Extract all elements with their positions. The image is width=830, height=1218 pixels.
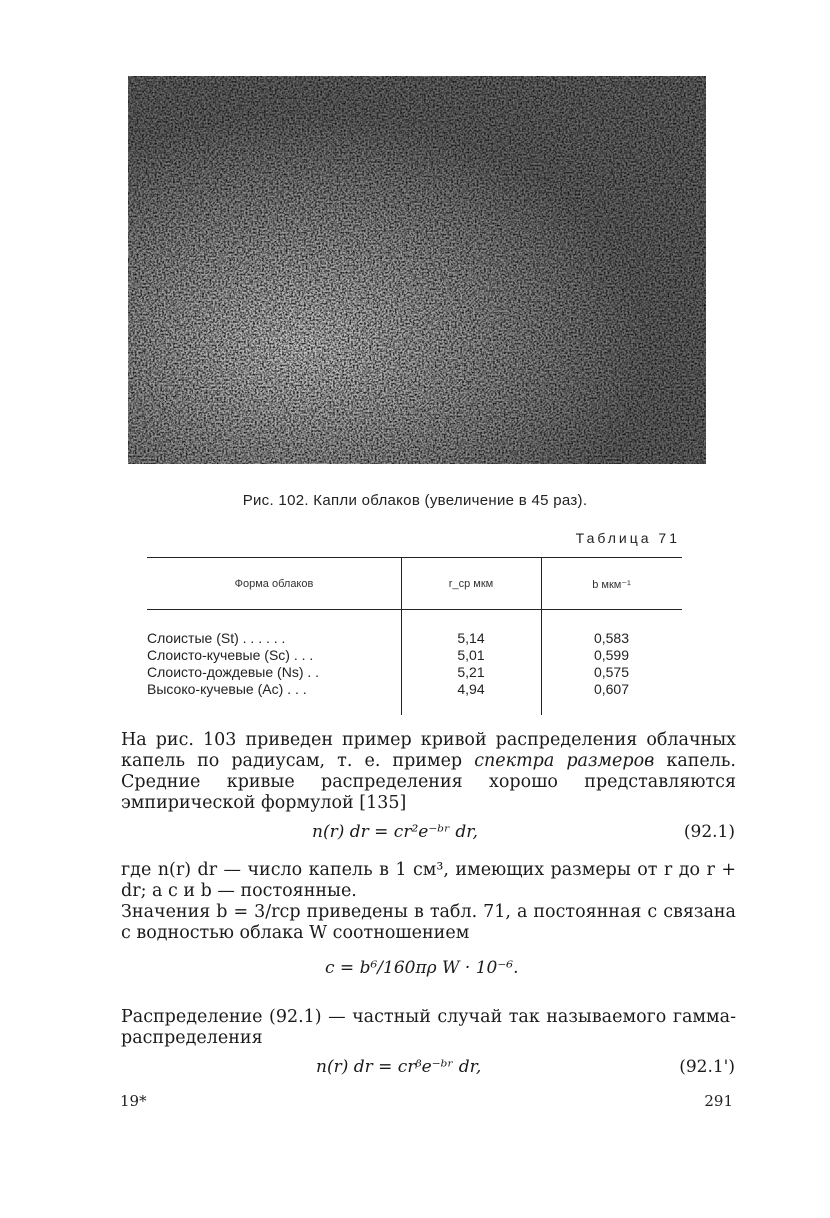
equation-c: c = b⁶/160πρ W · 10⁻⁶. xyxy=(325,958,519,978)
table-cell-radius: 5,21 xyxy=(457,664,485,680)
table-cell-form: Слоистые (St) . . . . . . xyxy=(147,630,286,646)
cloud-droplets-photo xyxy=(128,76,706,464)
table-cell-b: 0,607 xyxy=(593,681,630,697)
table-cell-form: Высоко-кучевые (Ac) . . . xyxy=(147,681,307,697)
figure-caption: Рис. 102. Капли облаков (увеличение в 45 раз). xyxy=(242,492,588,509)
page-signature: 19* xyxy=(120,1092,147,1110)
photo-texture xyxy=(128,76,706,464)
table-cell-b: 0,599 xyxy=(593,647,630,663)
table-cell-radius: 5,01 xyxy=(457,647,485,663)
table-cell-b: 0,583 xyxy=(593,630,630,646)
table-cell-form: Слоисто-дождевые (Ns) . . xyxy=(147,664,320,680)
table-top-rule xyxy=(147,557,682,558)
paragraph-4: Распределение (92.1) — частный случай так называемого гамма-распределения xyxy=(121,1007,736,1048)
table-header-cloud-form: Форма облаков xyxy=(234,578,314,590)
table-cell-form: Слоисто-кучевые (Sc) . . . xyxy=(147,647,314,663)
table-cell-radius: 5,14 xyxy=(457,630,485,646)
equation-92-1-prime: n(r) dr = crᵝe⁻ᵇʳ dr, xyxy=(316,1057,482,1077)
table-title: Таблица 71 xyxy=(575,530,680,546)
equation-number-92-1: (92.1) xyxy=(683,822,735,842)
paragraph-2: где n(r) dr — число капель в 1 см³, имеющих размеры от r до r + dr; а c и b — постоянные. xyxy=(121,860,736,901)
table-cell-b: 0,575 xyxy=(593,664,630,680)
table-header-radius: r_ср мкм xyxy=(448,578,494,590)
table-header-rule xyxy=(147,609,682,610)
table-header-b: b мкм⁻¹ xyxy=(592,579,631,591)
equation-92-1: n(r) dr = cr²e⁻ᵇʳ dr, xyxy=(312,822,478,842)
equation-number-92-1-prime: (92.1') xyxy=(679,1057,735,1077)
page-number: 291 xyxy=(704,1092,733,1110)
paragraph-3: Значения b = 3/rср приведены в табл. 71, а постоянная c связана с водностью облака W соотношением xyxy=(121,902,736,943)
paragraph-1: На рис. 103 приведен пример кривой распределения облачных капель по радиусам, т. е. пример спектра размеров капель. Средние кривые распределения хорошо представляются эмпирической формулой [135] xyxy=(121,730,736,813)
table-cell-radius: 4,94 xyxy=(457,681,485,697)
emphasis-term: спектра размеров xyxy=(474,751,655,771)
